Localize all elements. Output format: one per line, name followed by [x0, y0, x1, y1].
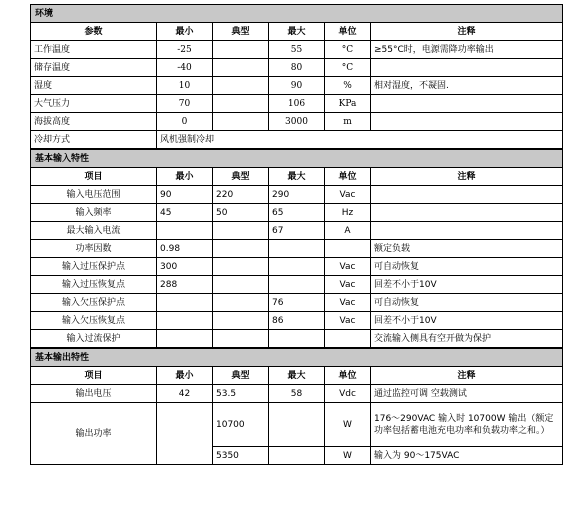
max-cell: 90 — [269, 77, 325, 95]
cooling-value-cell: 风机强制冷却 — [157, 131, 563, 149]
table-row — [31, 113, 563, 131]
note-cell — [371, 59, 563, 77]
min-cell: 45 — [157, 204, 213, 222]
table-row — [31, 222, 563, 240]
table-row — [31, 330, 563, 348]
header-unit: 单位 — [325, 168, 371, 186]
note-cell — [371, 222, 563, 240]
typ-cell — [213, 240, 269, 258]
param-cell: 湿度 — [31, 77, 157, 95]
max-cell: 106 — [269, 95, 325, 113]
table-row — [31, 240, 563, 258]
header-typ: 典型 — [213, 23, 269, 41]
section-header-input — [31, 150, 563, 168]
unit-cell: A — [325, 222, 371, 240]
typ-cell — [213, 312, 269, 330]
unit-cell: Vac — [325, 312, 371, 330]
item-cell: 输出电压 — [31, 385, 157, 403]
typ-cell — [213, 59, 269, 77]
max-cell: 76 — [269, 294, 325, 312]
header-param: 参数 — [31, 23, 157, 41]
unit-cell: W — [325, 447, 371, 465]
unit-cell: Vac — [325, 294, 371, 312]
max-cell — [269, 276, 325, 294]
typ-cell — [213, 77, 269, 95]
typ-cell — [213, 222, 269, 240]
header-min: 最小 — [157, 23, 213, 41]
typ-cell — [213, 258, 269, 276]
header-unit: 单位 — [325, 367, 371, 385]
header-typ: 典型 — [213, 168, 269, 186]
unit-cell: m — [325, 113, 371, 131]
min-cell — [157, 222, 213, 240]
min-cell: 10 — [157, 77, 213, 95]
note-cell: 输入为 90～175VAC — [371, 447, 563, 465]
table-row — [31, 294, 563, 312]
min-cell: 288 — [157, 276, 213, 294]
typ-cell: 10700 — [213, 403, 269, 447]
table-row — [31, 131, 563, 149]
header-item: 项目 — [31, 367, 157, 385]
min-cell: 70 — [157, 95, 213, 113]
unit-cell: °C — [325, 41, 371, 59]
header-item: 项目 — [31, 168, 157, 186]
header-max: 最大 — [269, 23, 325, 41]
typ-cell — [213, 95, 269, 113]
note-cell: 可自动恢复 — [371, 294, 563, 312]
item-cell: 输入过流保护 — [31, 330, 157, 348]
unit-cell: % — [325, 77, 371, 95]
item-cell: 输入过压恢复点 — [31, 276, 157, 294]
unit-cell: Hz — [325, 204, 371, 222]
header-unit: 单位 — [325, 23, 371, 41]
note-cell — [371, 95, 563, 113]
spec-sheet — [30, 4, 562, 465]
header-max: 最大 — [269, 168, 325, 186]
table-header-row — [31, 168, 563, 186]
typ-cell: 220 — [213, 186, 269, 204]
item-cell: 输入欠压恢复点 — [31, 312, 157, 330]
min-cell — [157, 294, 213, 312]
unit-cell: Vac — [325, 258, 371, 276]
unit-cell: Vdc — [325, 385, 371, 403]
table-row — [31, 59, 563, 77]
unit-cell: KPa — [325, 95, 371, 113]
item-cell: 功率因数 — [31, 240, 157, 258]
table-header-row — [31, 367, 563, 385]
table-row — [31, 77, 563, 95]
unit-cell: °C — [325, 59, 371, 77]
note-cell: 176～290VAC 输入时 10700W 输出（额定功率包括蓄电池充电功率和负载功率之和。） — [371, 403, 563, 447]
section-header-output — [31, 349, 563, 367]
section-title: 环境 — [31, 5, 563, 23]
header-note: 注释 — [371, 23, 563, 41]
output-table — [30, 348, 563, 465]
max-cell — [269, 447, 325, 465]
min-cell: 42 — [157, 385, 213, 403]
max-cell: 67 — [269, 222, 325, 240]
header-note: 注释 — [371, 168, 563, 186]
note-cell: 交流输入侧具有空开做为保护 — [371, 330, 563, 348]
max-cell: 65 — [269, 204, 325, 222]
max-cell — [269, 403, 325, 447]
typ-cell — [213, 294, 269, 312]
param-cell: 大气压力 — [31, 95, 157, 113]
table-row — [31, 186, 563, 204]
typ-cell — [213, 276, 269, 294]
max-cell: 86 — [269, 312, 325, 330]
item-cell: 输入电压范围 — [31, 186, 157, 204]
min-cell: 300 — [157, 258, 213, 276]
note-cell: 通过监控可调 空载测试 — [371, 385, 563, 403]
item-cell: 最大输入电流 — [31, 222, 157, 240]
table-row — [31, 312, 563, 330]
max-cell — [269, 240, 325, 258]
note-cell: 额定负载 — [371, 240, 563, 258]
max-cell: 290 — [269, 186, 325, 204]
max-cell: 3000 — [269, 113, 325, 131]
table-row — [31, 258, 563, 276]
max-cell: 80 — [269, 59, 325, 77]
note-cell: 可自动恢复 — [371, 258, 563, 276]
typ-cell — [213, 330, 269, 348]
header-typ: 典型 — [213, 367, 269, 385]
unit-cell — [325, 330, 371, 348]
note-cell — [371, 204, 563, 222]
table-row — [31, 95, 563, 113]
table-row — [31, 385, 563, 403]
section-header-environment — [31, 5, 563, 23]
table-row — [31, 276, 563, 294]
typ-cell: 50 — [213, 204, 269, 222]
param-cell: 冷却方式 — [31, 131, 157, 149]
item-cell: 输入欠压保护点 — [31, 294, 157, 312]
environment-table — [30, 4, 563, 149]
typ-cell — [213, 113, 269, 131]
min-cell — [157, 403, 213, 465]
table-header-row — [31, 23, 563, 41]
header-max: 最大 — [269, 367, 325, 385]
unit-cell: W — [325, 403, 371, 447]
note-cell — [371, 113, 563, 131]
section-title: 基本输出特性 — [31, 349, 563, 367]
min-cell: 0.98 — [157, 240, 213, 258]
note-cell — [371, 186, 563, 204]
max-cell: 55 — [269, 41, 325, 59]
note-cell: ≥55°C时，电源需降功率输出 — [371, 41, 563, 59]
item-cell: 输出功率 — [31, 403, 157, 465]
max-cell — [269, 330, 325, 348]
table-row — [31, 41, 563, 59]
min-cell: -40 — [157, 59, 213, 77]
typ-cell: 53.5 — [213, 385, 269, 403]
typ-cell — [213, 41, 269, 59]
unit-cell: Vac — [325, 276, 371, 294]
unit-cell: Vac — [325, 186, 371, 204]
max-cell: 58 — [269, 385, 325, 403]
header-min: 最小 — [157, 168, 213, 186]
max-cell — [269, 258, 325, 276]
param-cell: 储存温度 — [31, 59, 157, 77]
header-note: 注释 — [371, 367, 563, 385]
note-cell: 回差不小于10V — [371, 312, 563, 330]
header-min: 最小 — [157, 367, 213, 385]
min-cell: -25 — [157, 41, 213, 59]
input-table — [30, 149, 563, 348]
min-cell — [157, 330, 213, 348]
table-row — [31, 403, 563, 447]
min-cell: 90 — [157, 186, 213, 204]
item-cell: 输入过压保护点 — [31, 258, 157, 276]
param-cell: 工作温度 — [31, 41, 157, 59]
min-cell: 0 — [157, 113, 213, 131]
item-cell: 输入频率 — [31, 204, 157, 222]
unit-cell — [325, 240, 371, 258]
note-cell: 回差不小于10V — [371, 276, 563, 294]
section-title: 基本输入特性 — [31, 150, 563, 168]
note-cell: 相对湿度，不凝固. — [371, 77, 563, 95]
typ-cell: 5350 — [213, 447, 269, 465]
min-cell — [157, 312, 213, 330]
param-cell: 海拔高度 — [31, 113, 157, 131]
table-row — [31, 204, 563, 222]
